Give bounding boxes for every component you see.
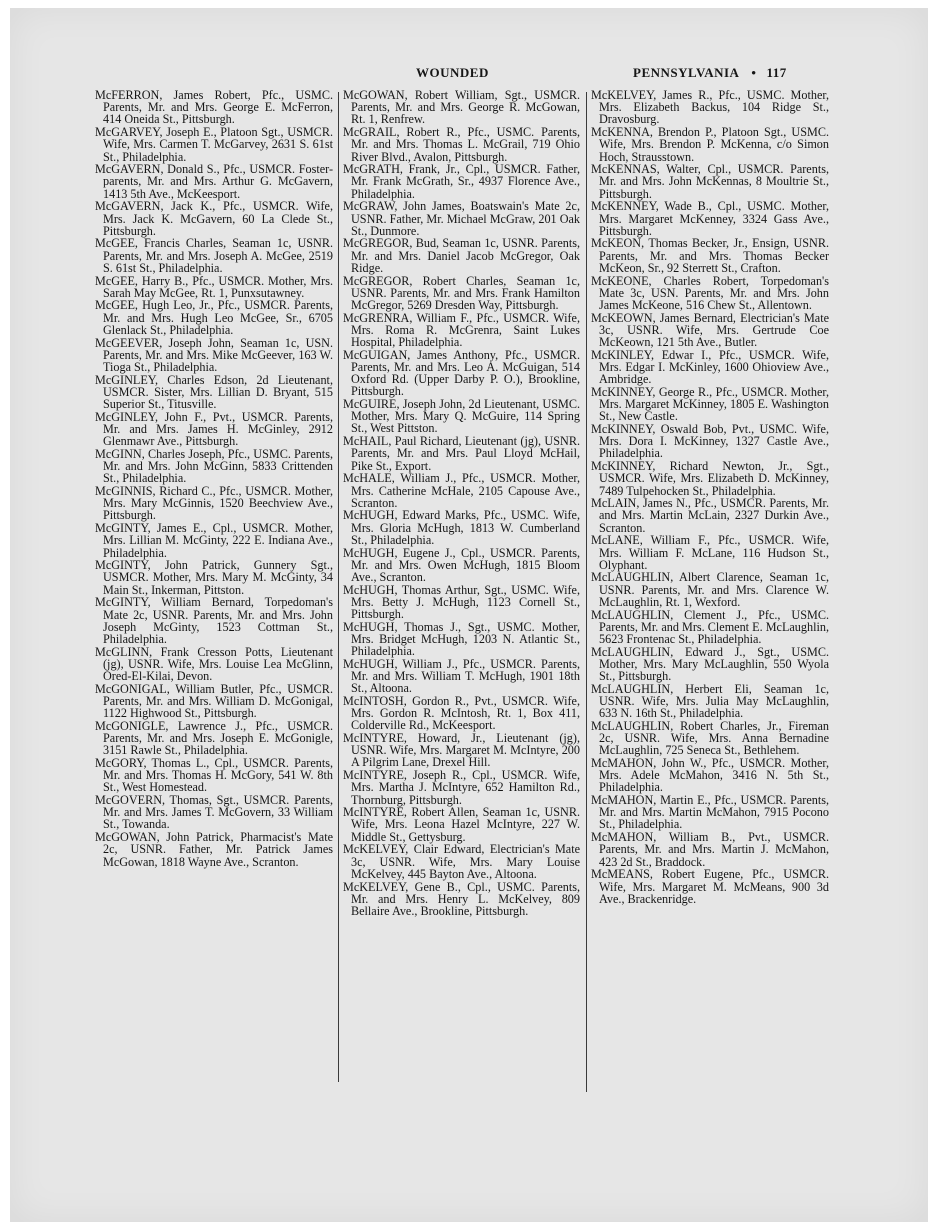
casualty-entry: McHUGH, Thomas J., Sgt., USMC. Mother, Mrs. Bridget McHugh, 1203 N. Atlantic St., Philadelphia. [343,619,580,659]
column-divider [338,92,339,1082]
casualty-entry: McGONIGAL, William Butler, Pfc., USMCR. Parents, Mr. and Mrs. William D. McGonigal, 1122 Highwood St., Pittsburgh. [95,681,333,721]
casualty-entry: McLAUGHLIN, Robert Charles, Jr., Fireman 2c, USNR. Wife, Mrs. Anna Bernadine McLaughlin, 725 Seneca St., Bethlehem. [591,718,829,758]
casualty-entry: McKENNEY, Wade B., Cpl., USMC. Mother, Mrs. Margaret McKenney, 3324 Gass Ave., Pittsburgh. [591,199,829,238]
casualty-entry: McGINLEY, John F., Pvt., USMCR. Parents, Mr. and Mrs. James H. McGinley, 2912 Glenmawr Ave., Pittsburgh. [95,409,333,449]
casualty-entry: McHUGH, Edward Marks, Pfc., USMC. Wife, Mrs. Gloria McHugh, 1813 W. Cumberland St., Philadelphia. [343,508,580,547]
casualty-entry: McLANE, William F., Pfc., USMCR. Wife, Mrs. William F. McLane, 116 Hudson St., Olyphant. [591,533,829,572]
casualty-entry: McGAVERN, Donald S., Pfc., USMCR. Foster-parents, Mr. and Mrs. Arthur G. McGavern, 1413 5th Ave., McKeesport. [95,162,333,201]
casualty-entry: McGEEVER, Joseph John, Seaman 1c, USN. Parents, Mr. and Mrs. Mike McGeever, 163 W. Tioga St., Philadelphia. [95,335,333,374]
casualty-entry: McMAHON, Martin E., Pfc., USMCR. Parents, Mr. and Mrs. Martin McMahon, 7915 Pocono St., Philadelphia. [591,793,829,832]
casualty-entry: McMAHON, John W., Pfc., USMCR. Mother, Mrs. Adele McMahon, 3416 N. 5th St., Philadelphia. [591,755,829,795]
casualty-entry: McGONIGLE, Lawrence J., Pfc., USMCR. Parents, Mr. and Mrs. Joseph E. McGonigle, 3151 Rawle St., Philadelphia. [95,718,333,758]
column-2 [343,89,580,918]
casualty-entry: McLAUGHLIN, Clement J., Pfc., USMC. Parents, Mr. and Mrs. Clement E. McLaughlin, 5623 Frontenac St., Philadelphia. [591,607,829,646]
casualty-entry: McGREGOR, Bud, Seaman 1c, USNR. Parents, Mr. and Mrs. Daniel Jacob McGregor, Oak Ridge. [343,236,580,275]
casualty-entry: McGARVEY, Joseph E., Platoon Sgt., USMCR. Wife, Mrs. Carmen T. McGarvey, 2631 S. 61st St., Philadelphia. [95,125,333,164]
casualty-entry: McGRATH, Frank, Jr., Cpl., USMCR. Father, Mr. Frank McGrath, Sr., 4937 Florence Ave., Philadelphia. [343,162,580,201]
bullet-separator: • [751,65,757,80]
casualty-entry: McKENNAS, Walter, Cpl., USMCR. Parents, Mr. and Mrs. John McKennas, 8 Moultrie St., Pittsburgh. [591,162,829,201]
casualty-entry: McLAIN, James N., Pfc., USMCR. Parents, Mr. and Mrs. Martin McLain, 2327 Durkin Ave., Scranton. [591,496,829,535]
casualty-entry: McKINNEY, Oswald Bob, Pvt., USMC. Wife, Mrs. Dora I. McKinney, 1327 Castle Ave., Philadelphia. [591,421,829,461]
casualty-entry: McGEE, Francis Charles, Seaman 1c, USNR. Parents, Mr. and Mrs. Joseph A. McGee, 2519 S. 61st St., Philadelphia. [95,236,333,275]
section-title: WOUNDED [416,65,489,80]
casualty-entry: McMAHON, William B., Pvt., USMCR. Parents, Mr. and Mrs. Martin J. McMahon, 423 2d St., Braddock. [591,830,829,869]
casualty-entry: McGAVERN, Jack K., Pfc., USMCR. Wife, Mrs. Jack K. McGavern, 60 La Clede St., Pittsburgh. [95,199,333,238]
casualty-entry: McGINTY, William Bernard, Torpedoman's Mate 2c, USNR. Parents, Mr. and Mrs. John Joseph McGinty, 1523 Cottman St., Philadelphia. [95,595,333,646]
casualty-entry: McKINNEY, Richard Newton, Jr., Sgt., USMCR. Wife, Mrs. Elizabeth D. McKinney, 7489 Tulpehocken St., Philadelphia. [591,459,829,498]
casualty-entry: McHUGH, Eugene J., Cpl., USMCR. Parents, Mr. and Mrs. Owen McHugh, 1815 Bloom Ave., Scranton. [343,545,580,584]
casualty-entry: McGEE, Harry B., Pfc., USMCR. Mother, Mrs. Sarah May McGee, Rt. 1, Punxsutawney. [95,273,333,300]
casualty-entry: McGORY, Thomas L., Cpl., USMCR. Parents, Mr. and Mrs. Thomas H. McGory, 541 W. 8th St., West Homestead. [95,755,333,795]
casualty-entry: McKINNEY, George R., Pfc., USMCR. Mother, Mrs. Margaret McKinney, 1805 E. Washington St., New Castle. [591,384,829,424]
casualty-entry: McLAUGHLIN, Edward J., Sgt., USMC. Mother, Mrs. Mary McLaughlin, 550 Wyola St., Pittsburgh. [591,644,829,684]
casualty-entry: McHUGH, Thomas Arthur, Sgt., USMC. Wife, Mrs. Betty J. McHugh, 1123 Cornell St., Pittsburgh. [343,582,580,622]
casualty-entry: McGRAIL, Robert R., Pfc., USMC. Parents, Mr. and Mrs. Thomas L. McGrail, 719 Ohio River Blvd., Avalon, Pittsburgh. [343,125,580,164]
casualty-entry: McKINLEY, Edwar I., Pfc., USMCR. Wife, Mrs. Edgar I. McKinley, 1600 Ohioview Ave., Ambridge. [591,347,829,387]
casualty-entry: McHAIL, Paul Richard, Lieutenant (jg), USNR. Parents, Mr. and Mrs. Paul Lloyd McHail, Pike St., Export. [343,434,580,473]
column-divider [586,92,587,1092]
casualty-entry: McKELVEY, James R., Pfc., USMC. Mother, Mrs. Elizabeth Backus, 104 Ridge St., Dravosburg. [591,88,829,127]
page-header [0,65,940,83]
running-head [633,65,787,81]
casualty-entry: McKELVEY, Gene B., Cpl., USMC. Parents, Mr. and Mrs. Henry L. McKelvey, 809 Bellaire Ave., Brookline, Pittsburgh. [343,879,580,918]
casualty-entry: McGRAW, John James, Boatswain's Mate 2c, USNR. Father, Mr. Michael McGraw, 201 Oak St., Dunmore. [343,199,580,238]
casualty-entry: McHUGH, William J., Pfc., USMCR. Parents, Mr. and Mrs. William T. McHugh, 1901 18th St., Altoona. [343,656,580,696]
state-name: PENNSYLVANIA [633,65,740,80]
casualty-entry: McGINTY, John Patrick, Gunnery Sgt., USMCR. Mother, Mrs. Mary M. McGinty, 34 Main St., Inkerman, Pittston. [95,558,333,597]
casualty-entry: McKEOWN, James Bernard, Electrician's Mate 3c, USNR. Wife, Mrs. Gertrude Coe McKeown, 121 5th Ave., Butler. [591,310,829,350]
column-1 [95,89,333,868]
casualty-entry: McGRENRA, William F., Pfc., USMCR. Wife, Mrs. Roma R. McGrenra, Saint Lukes Hospital, Philadelphia. [343,310,580,350]
casualty-entry: McGOWAN, Robert William, Sgt., USMCR. Parents, Mr. and Mrs. George R. McGowan, Rt. 1, Renfrew. [343,88,580,127]
casualty-entry: McMEANS, Robert Eugene, Pfc., USMCR. Wife, Mrs. Margaret M. McMeans, 900 3d Ave., Brackenridge. [591,867,829,906]
casualty-entry: McGOWAN, John Patrick, Pharmacist's Mate 2c, USNR. Father, Mr. Patrick James McGowan, 1818 Wayne Ave., Scranton. [95,830,333,869]
casualty-entry: McFERRON, James Robert, Pfc., USMC. Parents, Mr. and Mrs. George E. McFerron, 414 Oneida St., Pittsburgh. [95,88,333,127]
casualty-entry: McINTYRE, Joseph R., Cpl., USMCR. Wife, Mrs. Martha J. McIntyre, 652 Hamilton Rd., Thornburg, Pittsburgh. [343,768,580,807]
casualty-entry: McGREGOR, Robert Charles, Seaman 1c, USNR. Parents, Mr. and Mrs. Frank Hamilton McGregor, 5269 Dresden Way, Pittsburgh. [343,273,580,312]
casualty-entry: McGINNIS, Richard C., Pfc., USMCR. Mother, Mrs. Mary McGinnis, 1520 Beechview Ave., Pittsburgh. [95,484,333,523]
casualty-entry: McINTYRE, Robert Allen, Seaman 1c, USNR. Wife, Mrs. Leona Hazel McIntyre, 227 W. Middle St., Gettysburg. [343,805,580,844]
column-3 [591,89,829,905]
casualty-entry: McKEON, Thomas Becker, Jr., Ensign, USNR. Parents, Mr. and Mrs. Thomas Becker McKeon, Sr., 92 Sterrett St., Crafton. [591,236,829,275]
casualty-entry: McKENNA, Brendon P., Platoon Sgt., USMC. Wife, Mrs. Brendon P. McKenna, c/o Simon Hoch, Strausstown. [591,125,829,164]
casualty-entry: McGOVERN, Thomas, Sgt., USMCR. Parents, Mr. and Mrs. James T. McGovern, 33 William St., Towanda. [95,793,333,832]
page-number: 117 [766,65,787,80]
casualty-entry: McGUIRE, Joseph John, 2d Lieutenant, USMC. Mother, Mrs. Mary Q. McGuire, 114 Spring St., West Pittston. [343,397,580,436]
casualty-entry: McGUIGAN, James Anthony, Pfc., USMCR. Parents, Mr. and Mrs. Leo A. McGuigan, 514 Oxford Rd. (Upper Darby P. O.), Brookline, Pittsburgh. [343,347,580,399]
casualty-entry: McINTOSH, Gordon R., Pvt., USMCR. Wife, Mrs. Gordon R. McIntosh, Rt. 1, Box 411, Colderville Rd., McKeesport. [343,693,580,733]
casualty-entry: McLAUGHLIN, Herbert Eli, Seaman 1c, USNR. Wife, Mrs. Julia May McLaughlin, 633 N. 16th St., Philadelphia. [591,681,829,721]
casualty-entry: McGLINN, Frank Cresson Potts, Lieutenant (jg), USNR. Wife, Mrs. Louise Lea McGlinn, Ored-El-Kilai, Devon. [95,644,333,684]
casualty-entry: McINTYRE, Howard, Jr., Lieutenant (jg), USNR. Wife, Mrs. Margaret M. McIntyre, 200 A Pilgrim Lane, Drexel Hill. [343,731,580,770]
casualty-entry: McGINTY, James E., Cpl., USMCR. Mother, Mrs. Lillian M. McGinty, 222 E. Indiana Ave., Philadelphia. [95,521,333,560]
casualty-entry: McKELVEY, Clair Edward, Electrician's Mate 3c, USNR. Wife, Mrs. Mary Louise McKelvey, 445 Bayton Ave., Altoona. [343,842,580,881]
casualty-entry: McLAUGHLIN, Albert Clarence, Seaman 1c, USNR. Parents, Mr. and Mrs. Clarence W. McLaughlin, Rt. 1, Wexford. [591,570,829,609]
casualty-entry: McGINN, Charles Joseph, Pfc., USMC. Parents, Mr. and Mrs. John McGinn, 5833 Crittenden St., Philadelphia. [95,446,333,486]
casualty-entry: McGEE, Hugh Leo, Jr., Pfc., USMCR. Parents, Mr. and Mrs. Hugh Leo McGee, Sr., 6705 Glenlack St., Philadelphia. [95,298,333,337]
casualty-entry: McGINLEY, Charles Edson, 2d Lieutenant, USMCR. Sister, Mrs. Lillian D. Bryant, 515 Superior St., Titusville. [95,372,333,412]
casualty-entry: McHALE, William J., Pfc., USMCR. Mother, Mrs. Catherine McHale, 2105 Capouse Ave., Scranton. [343,471,580,510]
casualty-entry: McKEONE, Charles Robert, Torpedoman's Mate 3c, USN. Parents, Mr. and Mrs. John James McKeone, 516 Chew St., Allentown. [591,273,829,312]
